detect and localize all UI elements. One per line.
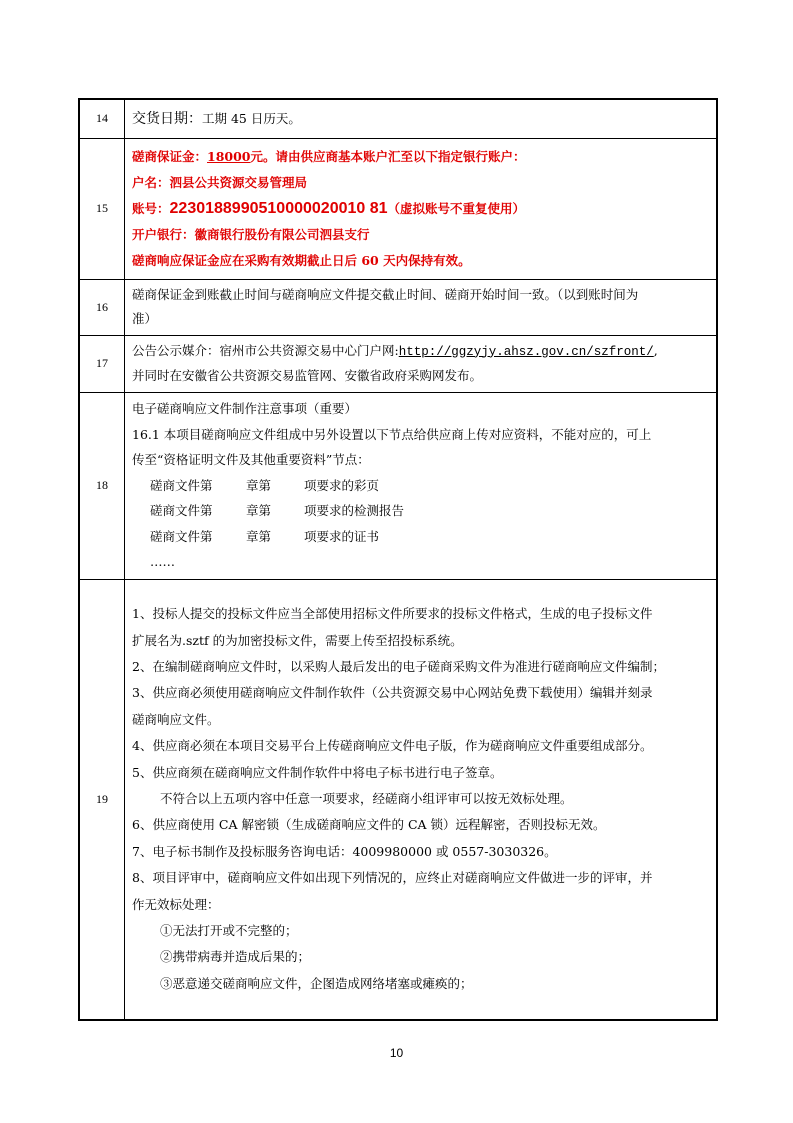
paragraph: 3、供应商必须使用磋商响应文件制作软件（公共资源交易中心网站免费下载使用）编辑并刻录: [132, 685, 653, 701]
list-item: [132, 473, 710, 499]
paragraph: 6、供应商使用 CA 解密锁（生成磋商响应文件的 CA 锁）远程解密，否则投标无效。: [132, 817, 606, 833]
table-row: [79, 138, 717, 279]
account-label: 账号：: [132, 200, 170, 216]
table-row: [79, 335, 717, 392]
paragraph: 8、项目评审中，磋商响应文件如出现下列情况的，应终止对磋商响应文件做进一步的评审，并: [132, 870, 653, 886]
deposit-amount: 18000: [207, 148, 251, 164]
list-item: [132, 524, 710, 550]
item-part: 章第: [246, 477, 272, 493]
section-heading: 电子磋商响应文件制作注意事项（重要）: [132, 401, 358, 417]
deposit-deadline-text-cont: 准）: [132, 311, 158, 326]
table-row: [79, 392, 717, 579]
item-part: 章第: [246, 503, 272, 519]
table-row: [79, 279, 717, 335]
item-part: 项要求的证书: [304, 528, 380, 544]
list-item: ②携带病毒并造成后果的；: [160, 949, 311, 965]
row-number: 18: [79, 392, 125, 579]
paragraph: 传至“资格证明文件及其他重要资料”节点：: [132, 452, 370, 468]
item-part: 项要求的检测报告: [304, 503, 405, 519]
media-label: 公告公示媒介：宿州市公共资源交易中心门户网:: [132, 342, 399, 358]
row-content: [125, 579, 718, 1020]
row-number: 15: [79, 138, 125, 279]
paragraph: 5、供应商须在磋商响应文件制作软件中将电子标书进行电子签章。: [132, 764, 503, 780]
delivery-text: 工期 45 日历天。: [202, 110, 301, 126]
portal-link[interactable]: http://ggzyjy.ahsz.gov.cn/szfront/: [398, 344, 654, 359]
paragraph: 2、在编制磋商响应文件时，以采购人最后发出的电子磋商采购文件为准进行磋商响应文件编制；: [132, 659, 665, 675]
row-content: [125, 138, 718, 279]
item-part: 磋商文件第: [150, 528, 213, 544]
item-part: 磋商文件第: [150, 477, 213, 493]
ellipsis: ……: [150, 554, 175, 570]
row-number: 17: [79, 335, 125, 392]
table-row: [79, 579, 717, 1020]
list-item: [132, 498, 710, 524]
table-row: [79, 99, 717, 138]
media-text: 并同时在安徽省公共资源交易监管网、安徽省政府采购网发布。: [132, 368, 483, 383]
comma: ,: [653, 342, 658, 358]
deposit-deadline-text: 磋商保证金到账截止时间与磋商响应文件提交截止时间、磋商开始时间一致。（以到账时间为: [132, 286, 639, 302]
row-content: [125, 392, 718, 579]
list-item: ①无法打开或不完整的；: [160, 923, 298, 939]
paragraph: 磋商响应文件。: [132, 711, 220, 727]
account-note: （虚拟账号不重复使用）: [387, 200, 526, 216]
row-number: 19: [79, 579, 125, 1020]
row-content: [125, 279, 718, 335]
account-name: 户名：泗县公共资源交易管理局: [132, 174, 308, 190]
requirements-table: [78, 98, 718, 1021]
row-number: 16: [79, 279, 125, 335]
deposit-label: 磋商保证金：: [132, 148, 208, 164]
paragraph: 作无效标处理：: [132, 896, 220, 912]
row-number: 14: [79, 99, 125, 138]
deposit-instruction: 元。请由供应商基本账户汇至以下指定银行账户：: [250, 148, 526, 164]
page-number: 10: [389, 1046, 404, 1060]
account-number: 2230188990510000020010 81: [169, 199, 388, 217]
paragraph: 1、投标人提交的投标文件应当全部使用招标文件所要求的投标文件格式，生成的电子投标文件: [132, 606, 653, 622]
item-part: 磋商文件第: [150, 503, 213, 519]
paragraph: 7、电子标书制作及投标服务咨询电话：4009980000 或 0557-3030326。: [132, 843, 557, 859]
paragraph: 16.1 本项目磋商响应文件组成中另外设置以下节点给供应商上传对应资料，不能对应的，可上: [132, 426, 652, 442]
paragraph: 不符合以上五项内容中任意一项要求，经磋商小组评审可以按无效标处理。: [160, 791, 573, 807]
paragraph: 扩展名为.sztf 的为加密投标文件，需要上传至招投标系统。: [132, 632, 463, 648]
paragraph: 4、供应商必须在本项目交易平台上传磋商响应文件电子版，作为磋商响应文件重要组成部分。: [132, 738, 653, 754]
item-part: 项要求的彩页: [304, 477, 380, 493]
deposit-validity: 磋商响应保证金应在采购有效期截止日后 60 天内保持有效。: [132, 252, 471, 268]
item-part: 章第: [246, 528, 272, 544]
delivery-label: 交货日期：: [132, 110, 202, 127]
row-content: [125, 335, 718, 392]
list-item: ③恶意递交磋商响应文件，企图造成网络堵塞或瘫痪的；: [160, 975, 473, 991]
bank-name: 开户银行：徽商银行股份有限公司泗县支行: [132, 226, 370, 242]
row-content: [125, 99, 718, 138]
